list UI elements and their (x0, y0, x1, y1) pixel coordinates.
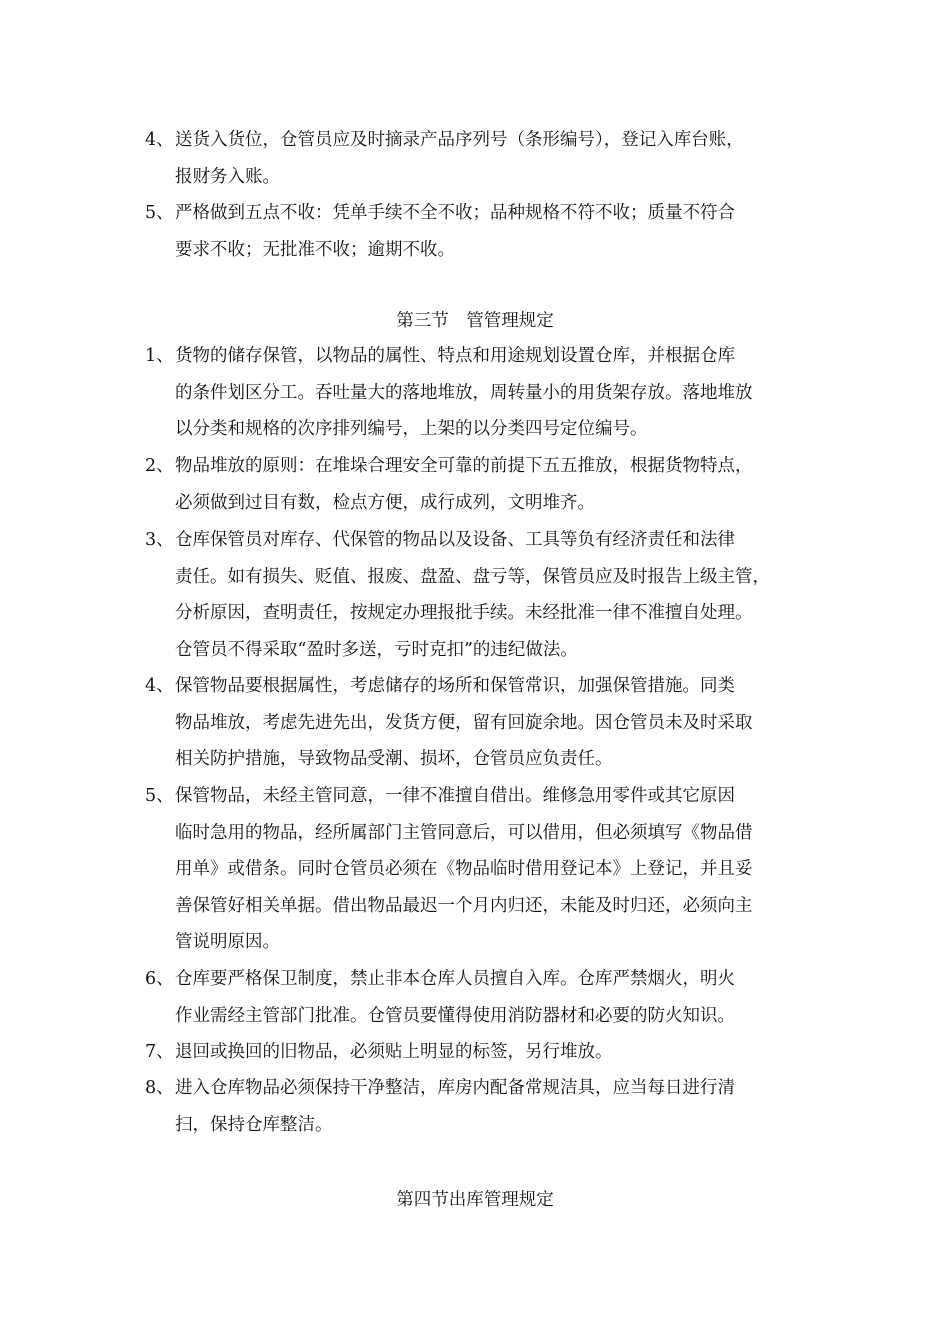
item-number: 8、 (145, 1078, 174, 1098)
item-number: 4、 (145, 130, 174, 150)
item-text: 货物的储存保管，以物品的属性、特点和用途规划设置仓库，并根据仓库 的条件划区分工。吞吐量大的落地堆放，周转量小的用货架存放。落地堆放 以分类和规格的次序排列编号，上架的以分类四号定位编号。 (175, 346, 753, 439)
item-number: 7、 (145, 1042, 174, 1062)
list-item (145, 195, 825, 268)
item-text: 保管物品，未经主管同意，一律不准擅自借出。维修急用零件或其它原因 临时急用的物品，经所属部门主管同意后，可以借用，但必须填写《物品借 用单》或借条。同时仓管员必须在《物品临时借用登记本》上登记，并且妥 善保管好相关单据。借出物品最迟一个月内归还，未能及时归还，必须向主 管说明原因。 (175, 786, 753, 952)
item-number: 6、 (145, 969, 174, 989)
list-item (145, 522, 825, 668)
item-text: 仓库保管员对库存、代保管的物品以及设备、工具等负有经济责任和法律 责任。如有损失、贬值、报废、盘盈、盘亏等，保管员应及时报告上级主管， 分析原因，查明责任，按规定办理报批手续。未经批准一律不准擅自处理。 仓管员不得采取“盈时多送，亏时克扣”的违纪做法。 (175, 530, 770, 660)
section-heading: 第三节 管管理规定 (396, 311, 554, 331)
item-text: 保管物品要根据属性，考虑储存的场所和保管常识，加强保管措施。同类 物品堆放，考虑先进先出，发货方便，留有回旋余地。因仓管员未及时采取 相关防护措施，导致物品受潮、损坏，仓管员应负责任。 (175, 676, 753, 769)
item-text: 退回或换回的旧物品，必须贴上明显的标签，另行堆放。 (175, 1042, 613, 1062)
list-item (145, 1070, 825, 1143)
item-number: 5、 (145, 786, 174, 806)
item-number: 3、 (145, 530, 174, 550)
list-item (145, 961, 825, 1034)
list-item (145, 778, 825, 961)
list-item (145, 122, 825, 195)
item-text: 严格做到五点不收：凭单手续不全不收；品种规格不符不收；质量不符合 要求不收；无批准不收；逾期不收。 (175, 203, 735, 260)
item-text: 仓库要严格保卫制度，禁止非本仓库人员擅自入库。仓库严禁烟火，明火 作业需经主管部门批准。仓管员要懂得使用消防器材和必要的防火知识。 (175, 969, 735, 1026)
item-number: 1、 (145, 346, 174, 366)
item-text: 物品堆放的原则：在堆垛合理安全可靠的前提下五五推放，根据货物特点， 必须做到过目有数，检点方便，成行成列，文明堆齐。 (175, 456, 753, 513)
list-item (145, 668, 825, 778)
item-number: 4、 (145, 676, 174, 696)
item-text: 进入仓库物品必须保持干净整洁，库房内配备常规洁具，应当每日进行清 扫，保持仓库整洁。 (175, 1078, 735, 1135)
list-item (145, 338, 825, 448)
section-heading: 第四节出库管理规定 (396, 1190, 554, 1210)
list-item (145, 448, 825, 521)
item-number: 2、 (145, 456, 174, 476)
item-number: 5、 (145, 203, 174, 223)
item-text: 送货入货位，仓管员应及时摘录产品序列号（条形编号），登记入库台账， 报财务入账。 (175, 130, 744, 187)
list-item (145, 1034, 825, 1071)
